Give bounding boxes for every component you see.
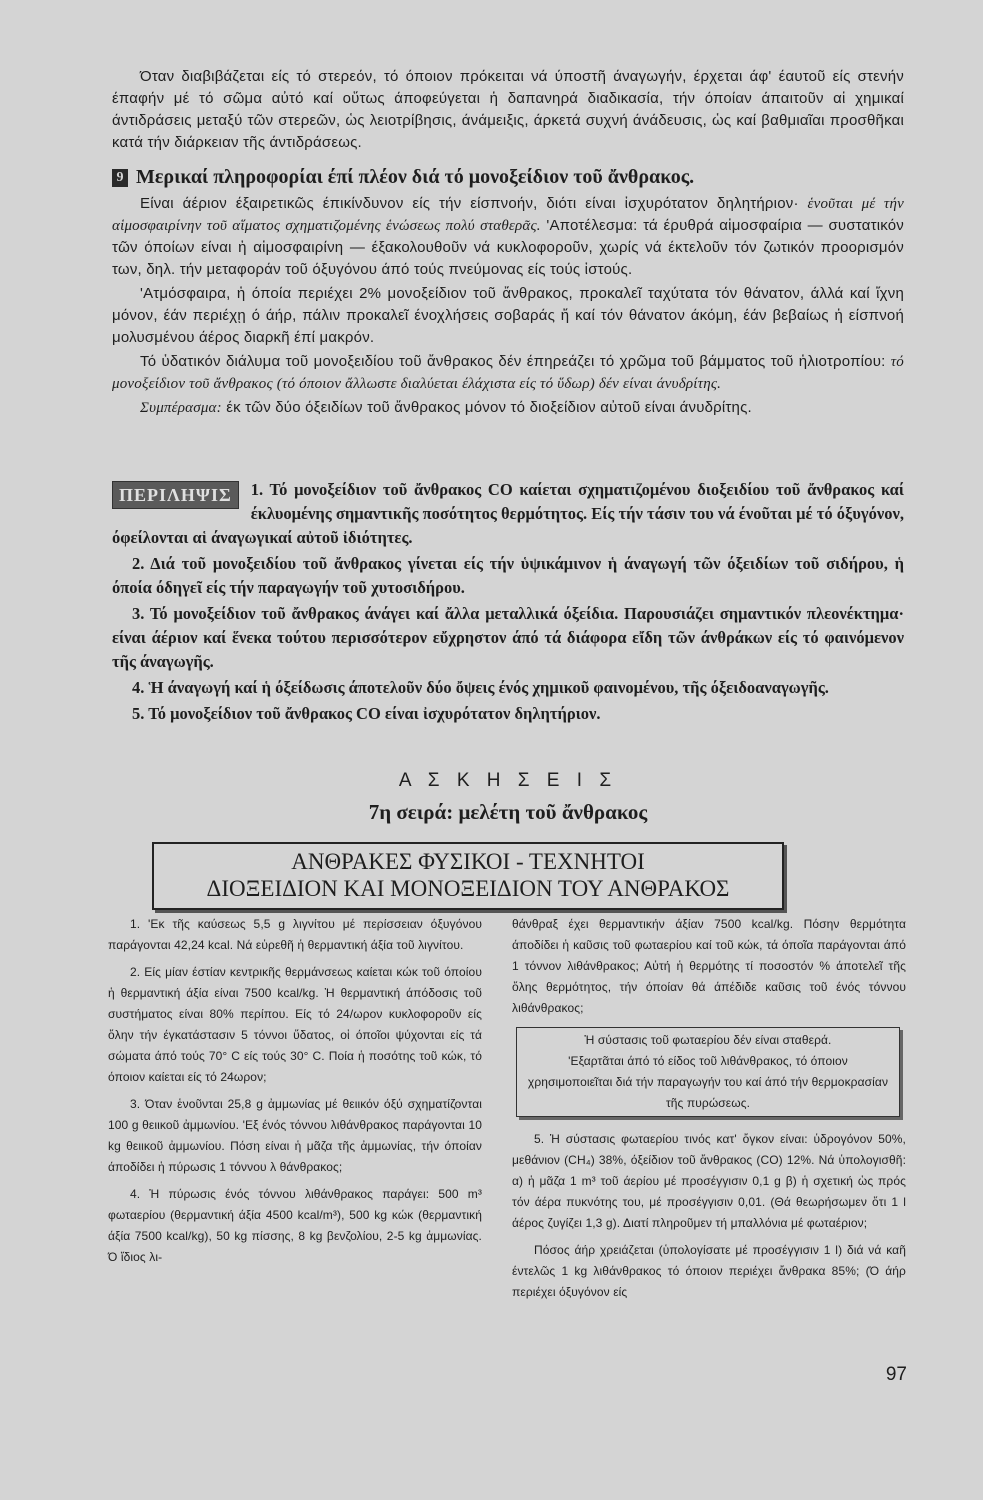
- exercise-2: 2. Είς μίαν έστίαν κεντρικῆς θερμάνσεως καίεται κώκ τοῦ όποίου ἡ θερμαντική άξία είναι 7500 kcal/kg. Ἡ θερμαντική άπόδοσις τοῦ συστήματος είναι 80% περίπου. Είς τό 24/ωρον κυκλοφοροῦν είς ὅλην τήν έγκατάστασιν 5 τόννοι ὕδατος, οἱ όποῖοι ψύχονται είς τά σώματα άπό τούς 70° C είς τούς 30° C. Ποία ἡ ποσότης τοῦ κώκ, τό όποιον καίεται είς τό 24ωρον;: [108, 965, 482, 1084]
- section-number: 9: [112, 169, 128, 187]
- section-title: Μερικαί πληροφορίαι έπί πλέον διά τό μονοξείδιον τοῦ ἄνθρακος.: [136, 166, 695, 188]
- p3-text-a: Τό ὑδατικόν διάλυμα τοῦ μονοξειδίου τοῦ ἄνθρακος δέν έπηρεάζει τό χρῶμα τοῦ βάμματος τοῦ ἡλιοτροπίου:: [140, 353, 886, 370]
- series-title: 7η σειρά: μελέτη τοῦ ἄνθρακος: [368, 800, 648, 824]
- summary-item-1-text: 1. Τό μονοξείδιον τοῦ ἄνθρακος CO καίεται σχηματιζομένου διοξειδίου τοῦ ἄνθρακος καί έκλυομένης σημαντικῆς ποσότητος θερμότητος. Είς τήν τάσιν του νά ένοῦται μέ τό όξυγόνον, όφείλονται αἱ άναγωγικαί αὐτοῦ ἰδιότητες.: [112, 480, 904, 547]
- section-9: [112, 164, 904, 419]
- exercises-label: Α Σ Κ Η Σ Ε Ι Σ: [398, 770, 618, 791]
- summary-label: ΠΕΡΙΛΗΨΙΣ: [112, 481, 239, 509]
- p3-italic: τό μονοξείδιον τοῦ ἄνθρακος (τό όποιον ἄλλωστε διαλύεται έλάχιστα είς τό ὕδωρ) δέν είναι άνυδρίτης.: [112, 354, 904, 392]
- exercise-3: 3. Όταν ἑνοῦνται 25,8 g ἀμμωνίας μέ θειικόν όξύ σχηματίζονται 100 g θειικοῦ ἀμμωνίου. 'Εξ ένός τόννου λιθάνθρακος παράγονται 10 kg θειικοῦ ἀμμωνίου. Πόση είναι ἡ μᾶζα τῆς ἀμμωνίας, τήν όποίαν άποδίδει ἡ πύρωσις 1 τόννου λ θάνθρακος;: [108, 1097, 482, 1174]
- exercise-4: 4. Ἡ πύρωσις ένός τόννου λιθάνθρακος παράγει: 500 m³ φωταερίου (θερμαντική άξία 4500 kcal/m³), 500 kg κώκ (θερμαντική άξία 7500 kcal/kg), 50 kg πίσσης, 8 kg βενζολίου, 2-5 kg ἀμμωνίας. Ό ἴδιος λι-: [108, 1187, 482, 1264]
- exercise-5b: Πόσος άήρ χρειάζεται (ὑπολογίσατε μέ προσέγγισιν 1 l) διά νά καῆ έντελῶς 1 kg λιθάνθρακος τό όποιον περιέχει ἄνθρακα 85%; (Ό άήρ περιέχει όξυγόνον είς: [512, 1243, 906, 1299]
- section-paragraph-1: [112, 193, 904, 281]
- exercises-left-column: [108, 914, 482, 1274]
- intro-section: [112, 66, 904, 154]
- box-title-line-1: ΑΝΘΡΑΚΕΣ ΦΥΣΙΚΟΙ - ΤΕΧΝΗΤΟΙ: [291, 849, 645, 874]
- p1-text-b: 'Αποτέλεσμα: τά έρυθρά αἱμοσφαίρια — συστατικόν τῶν όποίων είναι ἡ αἱμοσφαιρίνη — έξακολουθοῦν νά κυκλοφοροῦν, χωρίς νά έκτελοῦν τόν ζωτικόν προορισμόν των, δηλ. τήν μεταφοράν τοῦ όξυγόνου άπό τούς πνεύμονας είς τούς ἱστούς.: [112, 217, 904, 278]
- summary-item-3: 3. Τό μονοξείδιον τοῦ ἄνθρακος άνάγει καί ἄλλα μεταλλικά όξείδια. Παρουσιάζει σημαντικόν πλεονέκτημα· είναι άέριον καί ἕνεκα τούτου περισσότερον εὔχρηστον άπό τά διάφορα εἴδη τῶν άνθράκων είς τό φαινόμενον τῆς άναγωγῆς.: [112, 604, 904, 671]
- conclusion-text: έκ τῶν δύο όξειδίων τοῦ ἄνθρακος μόνον τό διοξείδιον αὐτοῦ είναι άνυδρίτης.: [226, 399, 752, 416]
- section-heading: [112, 164, 904, 190]
- conclusion-label: Συμπέρασμα:: [140, 400, 222, 416]
- exercise-box-title: [152, 842, 784, 910]
- p1-italic: ἑνοῦται μέ τήν αἱμοσφαιρίνην τοῦ αἵματος σχηματιζομένης ἑνώσεως πολύ σταθερᾶς.: [112, 196, 904, 234]
- box-title-line-2: ΔΙΟΞΕΙΔΙΟΝ ΚΑΙ ΜΟΝΟΞΕΙΔΙΟΝ ΤΟΥ ΑΝΘΡΑΚΟΣ: [206, 876, 730, 901]
- exercise-1: 1. 'Εκ τῆς καύσεως 5,5 g λιγνίτου μέ περίσσειαν όξυγόνου παράγονται 42,24 kcal. Νά εὑρεθῆ ἡ θερμαντική άξία τοῦ λιγνίτου.: [108, 917, 482, 952]
- page-number: 97: [885, 1364, 907, 1385]
- note-line-2: 'Εξαρτᾶται άπό τό είδος τοῦ λιθάνθρακος, τό όποιον χρησιμοποιεῖται διά τήν παραγωγήν του καί άπό τήν θερμοκρασίαν τῆς πυρώσεως.: [527, 1054, 889, 1110]
- exercise-4-continued: θάνθραξ έχει θερμαντικήν άξίαν 7500 kcal/kg. Πόσην θερμότητα άποδίδει ἡ καῦσις τοῦ φωταερίου καί τοῦ κώκ, τά όποῖα παράγονται άπό 1 τόννον λιθάνθρακος; Αὐτή ἡ θερμότης τί ποσοστόν % άποτελεῖ τῆς ὅλης θερμότητος, τήν όποίαν θά άπέδιδε καῦσις τοῦ ένός τόννου λιθάνθρακος;: [512, 917, 906, 1015]
- section-paragraph-2: 'Ατμόσφαιρα, ἡ όποία περιέχει 2% μονοξείδιον τοῦ ἄνθρακος, προκαλεῖ ταχύτατα τόν θάνατον, άλλά καί ἴχνη μόνον, έάν περιέχῃ ό άήρ, πάλιν προκαλεῖ ένοχλήσεις σοβαράς ἤ καί τόν θάνατον άκόμη, έάν βεβαίως ἡ είσπνοή μολυσμένου άέρος διαρκῆ έπί μακρόν.: [112, 285, 904, 346]
- summary-section: [112, 478, 904, 726]
- exercises-right-column: [512, 914, 906, 1309]
- exercises-header: [112, 770, 904, 825]
- note-line-1: Ἡ σύστασις τοῦ φωταερίου δέν είναι σταθερά.: [584, 1033, 832, 1047]
- p1-text-a: Είναι άέριον έξαιρετικῶς έπικίνδυνον είς τήν είσπνοήν, διότι είναι ἰσχυρότατον δηλητήριον·: [140, 195, 799, 212]
- intro-paragraph: Όταν διαβιβάζεται είς τό στερεόν, τό όποιον πρόκειται νά ύποστῆ άναγωγήν, έρχεται άφ' έαυτοῦ είς στενήν έπαφήν μέ τό σῶμα αὐτό καί οὕτως άποφεύγεται ἡ δαπανηρά διαδικασία, τήν όποίαν άπαιτοῦν αἱ χημικαί άντιδράσεις μεταξύ τῶν στερεῶν, ὡς λειοτρίβησις, άνάμειξις, άρκετά συχνή άνάδευσις, ὡς καί βαθμιαῖαι προσθῆκαι κατά τήν διάρκειαν τῆς άντιδράσεως.: [112, 68, 904, 151]
- section-paragraph-4: [112, 397, 904, 419]
- note-box: [516, 1027, 900, 1117]
- summary-item-1: [112, 478, 904, 550]
- summary-item-2: 2. Διά τοῦ μονοξειδίου τοῦ ἄνθρακος γίνεται είς τήν ὑψικάμινον ἡ άναγωγή τῶν όξειδίων τοῦ σιδήρου, ἡ όποία όδηγεῖ είς τήν παραγωγήν τοῦ χυτοσιδήρου.: [112, 554, 904, 597]
- section-paragraph-3: [112, 351, 904, 395]
- summary-item-4: 4. Ἡ άναγωγή καί ἡ όξείδωσις άποτελοῦν δύο ὄψεις ένός χημικοῦ φαινομένου, τῆς όξειδοαναγωγῆς.: [132, 678, 829, 697]
- summary-item-5: 5. Τό μονοξείδιον τοῦ ἄνθρακος CO είναι ἰσχυρότατον δηλητήριον.: [132, 704, 601, 723]
- exercise-5: 5. Ἡ σύστασις φωταερίου τινός κατ' ὄγκον είναι: ὑδρογόνον 50%, μεθάνιον (CH₄) 38%, όξείδιον τοῦ ἄνθρακος (CO) 12%. Νά ὑπολογισθῆ: α) ἡ μᾶζα 1 m³ τοῦ άερίου μέ προσέγγισιν 0,1 g β) ἡ σχετική ὡς πρός τόν άέρα πυκνότης του, μέ προσέγγισιν 0,01. (Θά θεωρήσωμεν ὅτι 1 l άέρος ζυγίζει 1,3 g). Διατί πληροῦμεν τή μπαλλόνια μέ φωταέριον;: [512, 1132, 906, 1230]
